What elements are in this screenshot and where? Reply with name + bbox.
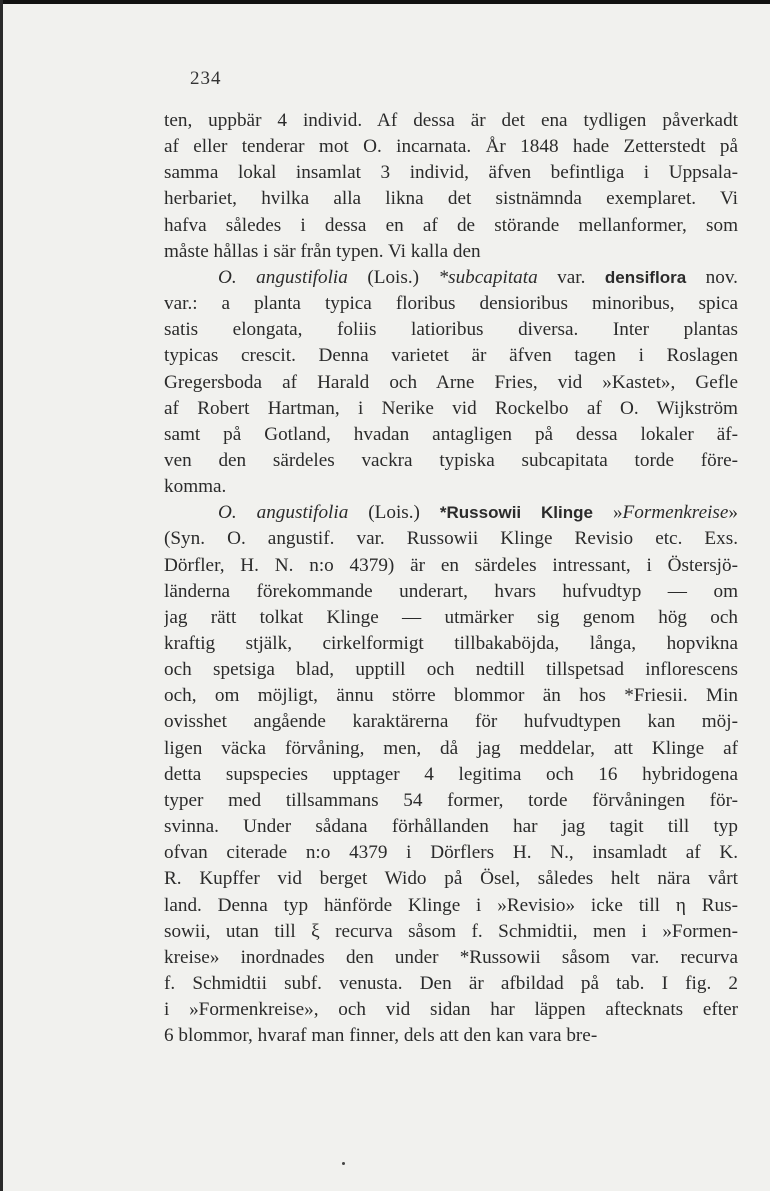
- text-line: Gregersboda af Harald och Arne Fries, vid »Kastet», Gefle: [164, 371, 738, 393]
- text-line: och, om möjligt, ännu större blommor än hos *Friesii. Min: [164, 685, 738, 707]
- italic-taxon: *subcapitata: [438, 266, 538, 288]
- text-line: (Syn. O. angustif. var. Russowii Klinge Revisio etc. Exs.: [164, 528, 738, 550]
- speck-mark: [342, 1162, 345, 1165]
- text-run: (Lois.): [347, 266, 439, 288]
- text-line: Dörfler, H. N. n:o 4379) är en särdeles intressant, i Östersjö-: [164, 554, 738, 576]
- text-line: land. Denna typ hänförde Klinge i »Revisio» icke till η Rus-: [164, 894, 738, 916]
- text-line: ovisshet angående karaktärerna för hufvudtypen kan möj-: [164, 711, 738, 733]
- text-line: ven den särdeles vackra typiska subcapitata torde före-: [164, 449, 738, 471]
- text-line: komma.: [164, 476, 227, 498]
- text-line: ligen väcka förvåning, men, då jag meddelar, att Klinge af: [164, 737, 738, 759]
- text-line: 6 blommor, hvaraf man finner, dels att den kan vara bre-: [164, 1025, 598, 1047]
- text-line: [218, 500, 738, 526]
- scan-edge-top: [0, 0, 770, 4]
- text-line: kreise» inordnades den under *Russowii såsom var. recurva: [164, 946, 738, 968]
- text-line: länderna förekommande underart, hvars hufvudtyp — om: [164, 580, 738, 602]
- text-run: (Lois.): [348, 502, 440, 524]
- page-number: 234: [190, 68, 222, 89]
- text-line: jag rätt tolkat Klinge — utmärker sig genom hög och: [164, 606, 738, 628]
- text-run: »: [728, 502, 738, 524]
- text-line: ten, uppbär 4 individ. Af dessa är det ena tydligen påverkadt: [164, 110, 738, 131]
- text-line: [218, 265, 738, 291]
- text-line: af eller tenderar mot O. incarnata. År 1848 hade Zetterstedt på: [164, 136, 738, 158]
- italic-taxon: Formenkreise: [622, 502, 729, 524]
- bold-taxon: *Russowii Klinge: [439, 503, 593, 523]
- text-line: måste hållas i sär från typen. Vi kalla den: [164, 240, 481, 262]
- italic-taxon: O. angustifolia: [218, 502, 349, 524]
- text-run: nov.: [686, 266, 738, 288]
- text-line: och spetsiga blad, upptill och nedtill tillspetsad inflorescens: [164, 659, 738, 681]
- italic-taxon: O. angustifolia: [218, 266, 348, 288]
- text-line: typer med tillsammans 54 former, torde förvåningen för-: [164, 789, 738, 811]
- text-line: hafva således i dessa en af de störande mellanformer, som: [164, 214, 738, 236]
- text-line: svinna. Under sådana förhållanden har jag tagit till typ: [164, 816, 738, 838]
- bold-taxon: densiflora: [604, 267, 687, 287]
- text-line: herbariet, hvilka alla likna det sistnämnda exemplaret. Vi: [164, 188, 738, 210]
- text-line: R. Kupffer vid berget Wido på Ösel, således helt nära vårt: [164, 868, 738, 890]
- text-line: sowii, utan till ξ recurva såsom f. Schmidtii, men i »Formen-: [164, 920, 738, 942]
- text-line: samma lokal insamlat 3 individ, äfven befintliga i Uppsala-: [164, 162, 738, 184]
- text-line: ofvan citerade n:o 4379 i Dörflers H. N., insamladt af K.: [164, 842, 738, 864]
- text-line: detta supspecies upptager 4 legitima och 16 hybridogena: [164, 763, 738, 785]
- text-line: typicas crescit. Denna varietet är äfven tagen i Roslagen: [164, 345, 738, 367]
- text-line: f. Schmidtii subf. venusta. Den är afbildad på tab. I fig. 2: [164, 972, 738, 994]
- text-line: samt på Gotland, hvadan antagligen på dessa lokaler äf-: [164, 423, 738, 445]
- text-line: i »Formenkreise», och vid sidan har läppen aftecknats efter: [164, 999, 738, 1021]
- scan-edge-left: [0, 0, 3, 1191]
- text-run: var.: [537, 266, 605, 288]
- text-line: af Robert Hartman, i Nerike vid Rockelbo af O. Wijkström: [164, 397, 738, 419]
- text-run: »: [592, 502, 623, 524]
- text-line: kraftig stjälk, cirkelformigt tillbakaböjda, långa, hopvikna: [164, 633, 738, 654]
- text-line: var.: a planta typica floribus densioribus minoribus, spica: [164, 293, 738, 315]
- text-line: satis elongata, foliis latioribus diversa. Inter plantas: [164, 319, 738, 341]
